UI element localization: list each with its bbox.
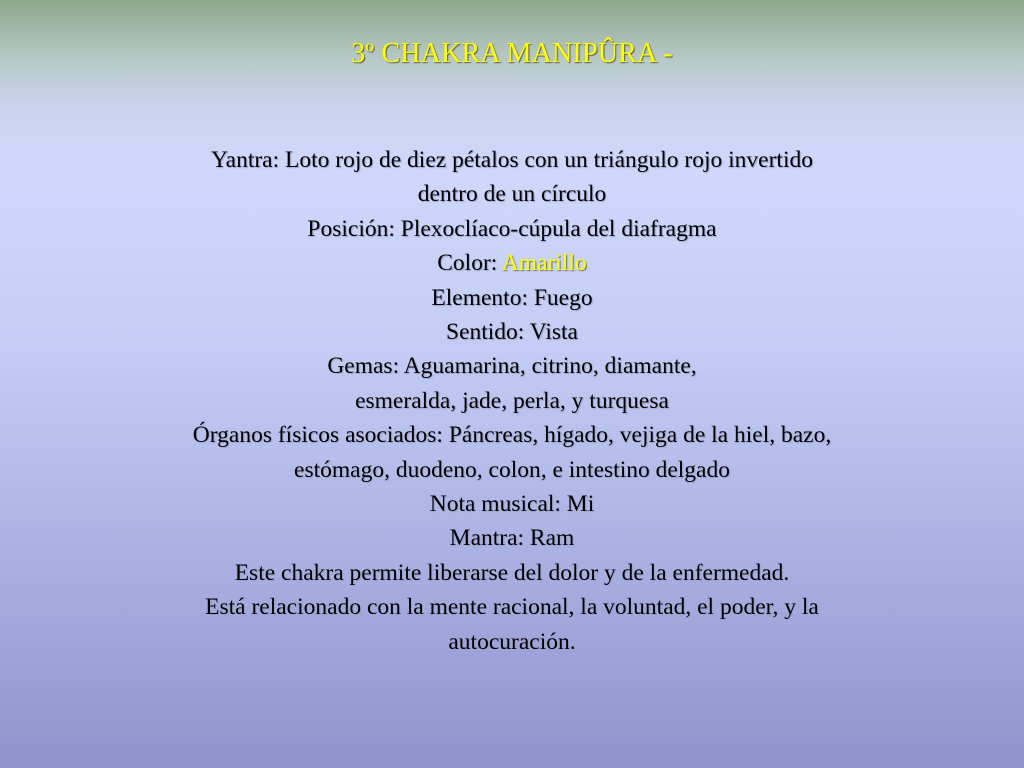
description-line-2: Está relacionado con la mente racional, la voluntad, el poder, y la — [205, 594, 819, 621]
position-line: Posición: Plexoclíaco-cúpula del diafragma — [307, 215, 717, 242]
slide-body — [112, 143, 912, 659]
color-value: Amarillo — [501, 250, 587, 277]
musical-note-line: Nota musical: Mi — [429, 491, 595, 518]
organs-line-2: estómago, duodeno, colon, e intestino delgado — [294, 456, 730, 483]
yantra-line-1: Yantra: Loto rojo de diez pétalos con un triángulo rojo invertido — [211, 147, 813, 173]
gems-line-2: esmeralda, jade, perla, y turquesa — [355, 387, 669, 414]
description-line-1: Este chakra permite liberarse del dolor y de la enfermedad. — [234, 559, 790, 586]
slide-title: 3º CHAKRA MANIPÛRA - — [351, 38, 673, 69]
gems-line-1: Gemas: Aguamarina, citrino, diamante, — [327, 353, 697, 380]
mantra-line: Mantra: Ram — [449, 525, 575, 552]
color-line — [112, 246, 912, 280]
yantra-line-2: dentro de un círculo — [417, 181, 607, 208]
organs-line-1: Órganos físicos asociados: Páncreas, hígado, vejiga de la hiel, bazo, — [192, 422, 832, 449]
sense-line: Sentido: Vista — [446, 319, 578, 346]
element-line: Elemento: Fuego — [431, 284, 593, 311]
color-label: Color: — [437, 250, 502, 277]
description-line-3: autocuración. — [448, 628, 576, 655]
